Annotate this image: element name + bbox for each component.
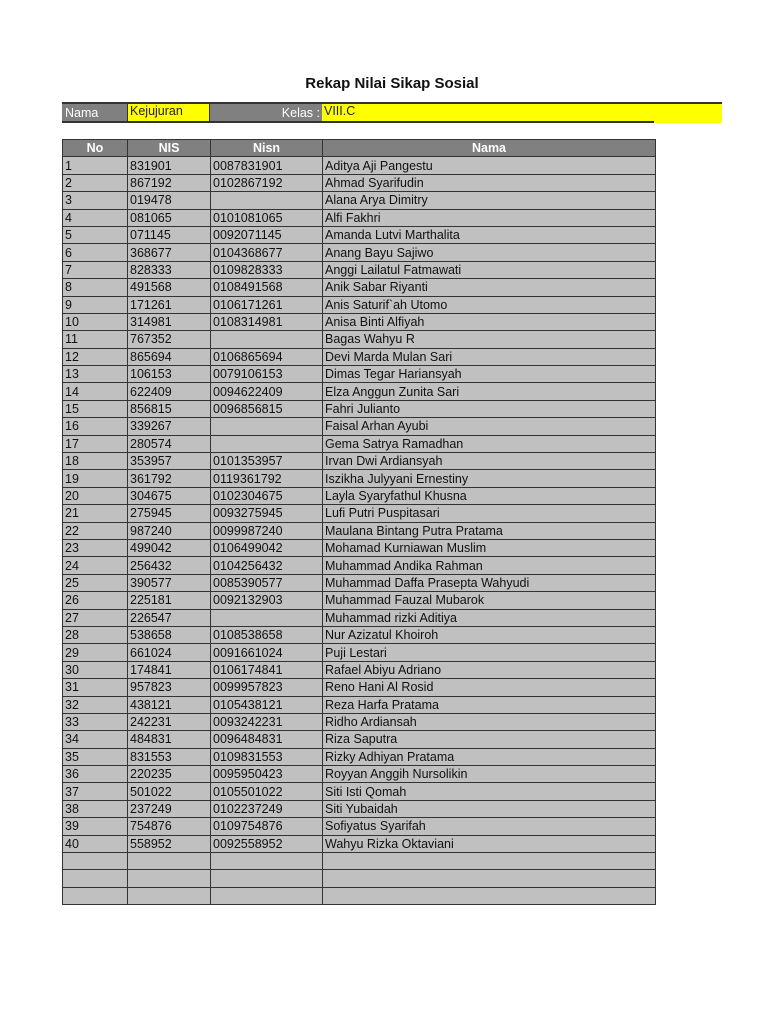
header-nama: Nama bbox=[323, 140, 656, 157]
cell-nis[interactable]: 237249 bbox=[128, 800, 211, 817]
cell-no[interactable]: 17 bbox=[63, 435, 128, 452]
cell-nisn[interactable]: 0094622409 bbox=[211, 383, 323, 400]
cell-no[interactable]: 9 bbox=[63, 296, 128, 313]
table-row bbox=[63, 539, 656, 556]
header-nisn: Nisn bbox=[211, 140, 323, 157]
cell-nis[interactable]: 081065 bbox=[128, 209, 211, 226]
table-row bbox=[63, 835, 656, 852]
table-row bbox=[63, 435, 656, 452]
cell-nisn[interactable]: 0091661024 bbox=[211, 644, 323, 661]
cell-nama[interactable]: Puji Lestari bbox=[323, 644, 656, 661]
cell-nisn[interactable]: 0119361792 bbox=[211, 470, 323, 487]
table-row bbox=[63, 783, 656, 800]
cell-nama[interactable]: Aditya Aji Pangestu bbox=[323, 157, 656, 174]
cell-nisn[interactable] bbox=[211, 435, 323, 452]
table-row bbox=[63, 418, 656, 435]
cell-no[interactable]: 31 bbox=[63, 679, 128, 696]
cell-nama[interactable]: Anggi Lailatul Fatmawati bbox=[323, 261, 656, 278]
cell-no[interactable]: 25 bbox=[63, 574, 128, 591]
cell-no[interactable]: 7 bbox=[63, 261, 128, 278]
cell-nis[interactable]: 661024 bbox=[128, 644, 211, 661]
cell-nisn[interactable]: 0102237249 bbox=[211, 800, 323, 817]
cell-no[interactable]: 3 bbox=[63, 192, 128, 209]
cell-no[interactable]: 20 bbox=[63, 487, 128, 504]
cell-nis[interactable]: 538658 bbox=[128, 626, 211, 643]
cell-no[interactable]: 19 bbox=[63, 470, 128, 487]
table-row bbox=[63, 661, 656, 678]
cell-nis[interactable]: 171261 bbox=[128, 296, 211, 313]
cell-nama[interactable]: Maulana Bintang Putra Pratama bbox=[323, 522, 656, 539]
cell-nisn[interactable]: 0109828333 bbox=[211, 261, 323, 278]
cell-nis[interactable]: 867192 bbox=[128, 174, 211, 191]
cell-nisn[interactable]: 0108538658 bbox=[211, 626, 323, 643]
cell-nisn[interactable]: 0092558952 bbox=[211, 835, 323, 852]
cell-nama[interactable]: Wahyu Rizka Oktaviani bbox=[323, 835, 656, 852]
cell-nis[interactable]: 484831 bbox=[128, 731, 211, 748]
cell-nisn[interactable]: 0101353957 bbox=[211, 453, 323, 470]
cell-nisn[interactable]: 0106499042 bbox=[211, 539, 323, 556]
table-row bbox=[63, 574, 656, 591]
table-row bbox=[63, 679, 656, 696]
cell-nisn[interactable]: 0108314981 bbox=[211, 313, 323, 330]
cell-nis[interactable]: 865694 bbox=[128, 348, 211, 365]
cell-no[interactable]: 2 bbox=[63, 174, 128, 191]
cell-nisn[interactable] bbox=[211, 331, 323, 348]
table-row bbox=[63, 313, 656, 330]
cell-no[interactable]: 10 bbox=[63, 313, 128, 330]
cell-nisn[interactable]: 0087831901 bbox=[211, 157, 323, 174]
table-row bbox=[63, 174, 656, 191]
table-row bbox=[63, 609, 656, 626]
table-row bbox=[63, 626, 656, 643]
cell-nis[interactable]: 856815 bbox=[128, 400, 211, 417]
nama-label: Nama bbox=[62, 104, 127, 123]
cell-nama[interactable]: Rafael Abiyu Adriano bbox=[323, 661, 656, 678]
cell-no[interactable]: 37 bbox=[63, 783, 128, 800]
cell-nama[interactable]: Dimas Tegar Hariansyah bbox=[323, 366, 656, 383]
cell-nama[interactable]: Faisal Arhan Ayubi bbox=[323, 418, 656, 435]
cell-nisn[interactable]: 0109754876 bbox=[211, 818, 323, 835]
table-row bbox=[63, 383, 656, 400]
cell-no[interactable]: 22 bbox=[63, 522, 128, 539]
cell-nis[interactable]: 071145 bbox=[128, 226, 211, 243]
cell-no[interactable]: 24 bbox=[63, 557, 128, 574]
cell-nama[interactable]: Reno Hani Al Rosid bbox=[323, 679, 656, 696]
cell-no[interactable]: 11 bbox=[63, 331, 128, 348]
table-row bbox=[63, 331, 656, 348]
cell-nama[interactable]: Rizky Adhiyan Pratama bbox=[323, 748, 656, 765]
table-row bbox=[63, 296, 656, 313]
cell-nis[interactable]: 390577 bbox=[128, 574, 211, 591]
cell-no[interactable]: 39 bbox=[63, 818, 128, 835]
table-row bbox=[63, 453, 656, 470]
table-header-row bbox=[63, 140, 656, 157]
table-row bbox=[63, 226, 656, 243]
cell-no[interactable]: 26 bbox=[63, 592, 128, 609]
table-row bbox=[63, 748, 656, 765]
cell-nisn[interactable]: 0096856815 bbox=[211, 400, 323, 417]
cell-nisn[interactable]: 0106865694 bbox=[211, 348, 323, 365]
cell-nisn[interactable]: 0099987240 bbox=[211, 522, 323, 539]
cell-nama[interactable]: Gema Satrya Ramadhan bbox=[323, 435, 656, 452]
cell-no[interactable] bbox=[63, 870, 128, 887]
cell-nis[interactable]: 314981 bbox=[128, 313, 211, 330]
cell-no[interactable]: 13 bbox=[63, 366, 128, 383]
table-row bbox=[63, 261, 656, 278]
cell-no[interactable] bbox=[63, 887, 128, 904]
cell-nis[interactable]: 767352 bbox=[128, 331, 211, 348]
table-row bbox=[63, 818, 656, 835]
cell-no[interactable]: 6 bbox=[63, 244, 128, 261]
student-table bbox=[62, 139, 656, 905]
cell-no[interactable]: 21 bbox=[63, 505, 128, 522]
cell-nisn[interactable]: 0104368677 bbox=[211, 244, 323, 261]
cell-nis[interactable]: 491568 bbox=[128, 279, 211, 296]
cell-nisn[interactable]: 0092132903 bbox=[211, 592, 323, 609]
cell-no[interactable]: 34 bbox=[63, 731, 128, 748]
cell-nis[interactable]: 226547 bbox=[128, 609, 211, 626]
header-no: No bbox=[63, 140, 128, 157]
cell-no[interactable]: 38 bbox=[63, 800, 128, 817]
cell-nama[interactable]: Bagas Wahyu R bbox=[323, 331, 656, 348]
cell-no[interactable]: 4 bbox=[63, 209, 128, 226]
cell-nama[interactable]: Iszikha Julyyani Ernestiny bbox=[323, 470, 656, 487]
table-row bbox=[63, 400, 656, 417]
table-row bbox=[63, 279, 656, 296]
cell-nis[interactable]: 558952 bbox=[128, 835, 211, 852]
cell-nama[interactable]: Anisa Binti Alfiyah bbox=[323, 313, 656, 330]
info-bar bbox=[62, 102, 722, 123]
cell-nisn[interactable] bbox=[211, 870, 323, 887]
cell-nis[interactable]: 368677 bbox=[128, 244, 211, 261]
page-title: Rekap Nilai Sikap Sosial bbox=[305, 75, 479, 92]
cell-nisn[interactable]: 0106171261 bbox=[211, 296, 323, 313]
cell-nama[interactable]: Royyan Anggih Nursolikin bbox=[323, 766, 656, 783]
nama-value-cell[interactable]: Kejujuran bbox=[127, 104, 210, 123]
cell-nisn[interactable]: 0093275945 bbox=[211, 505, 323, 522]
cell-nama[interactable]: Devi Marda Mulan Sari bbox=[323, 348, 656, 365]
cell-nama[interactable]: Muhammad rizki Aditiya bbox=[323, 609, 656, 626]
cell-no[interactable]: 30 bbox=[63, 661, 128, 678]
cell-no[interactable]: 18 bbox=[63, 453, 128, 470]
kelas-value-cell[interactable]: VIII.C bbox=[322, 104, 722, 123]
cell-nis[interactable]: 361792 bbox=[128, 470, 211, 487]
table-row bbox=[63, 157, 656, 174]
cell-nama[interactable]: Layla Syaryfathul Khusna bbox=[323, 487, 656, 504]
cell-nis[interactable]: 987240 bbox=[128, 522, 211, 539]
cell-nama[interactable]: Amanda Lutvi Marthalita bbox=[323, 226, 656, 243]
cell-nisn[interactable]: 0109831553 bbox=[211, 748, 323, 765]
header-nis: NIS bbox=[128, 140, 211, 157]
cell-no[interactable]: 32 bbox=[63, 696, 128, 713]
cell-nisn[interactable]: 0099957823 bbox=[211, 679, 323, 696]
cell-nama[interactable]: Nur Azizatul Khoiroh bbox=[323, 626, 656, 643]
cell-nama[interactable]: Siti Isti Qomah bbox=[323, 783, 656, 800]
cell-no[interactable]: 5 bbox=[63, 226, 128, 243]
cell-no[interactable] bbox=[63, 853, 128, 870]
table-row bbox=[63, 713, 656, 730]
cell-nama[interactable]: Muhammad Fauzal Mubarok bbox=[323, 592, 656, 609]
cell-nis[interactable]: 280574 bbox=[128, 435, 211, 452]
cell-no[interactable]: 35 bbox=[63, 748, 128, 765]
cell-nama[interactable]: Sofiyatus Syarifah bbox=[323, 818, 656, 835]
info-divider bbox=[62, 121, 654, 123]
table-row bbox=[63, 470, 656, 487]
cell-no[interactable]: 28 bbox=[63, 626, 128, 643]
table-row bbox=[63, 557, 656, 574]
cell-nis[interactable]: 339267 bbox=[128, 418, 211, 435]
table-row bbox=[63, 348, 656, 365]
cell-nama[interactable]: Muhammad Daffa Prasepta Wahyudi bbox=[323, 574, 656, 591]
cell-nama[interactable]: Anik Sabar Riyanti bbox=[323, 279, 656, 296]
cell-nis[interactable]: 304675 bbox=[128, 487, 211, 504]
table-row bbox=[63, 487, 656, 504]
cell-nama[interactable]: Ahmad Syarifudin bbox=[323, 174, 656, 191]
cell-nama[interactable] bbox=[323, 870, 656, 887]
cell-nama[interactable]: Muhammad Andika Rahman bbox=[323, 557, 656, 574]
cell-nisn[interactable]: 0092071145 bbox=[211, 226, 323, 243]
table-row bbox=[63, 522, 656, 539]
cell-nis[interactable]: 438121 bbox=[128, 696, 211, 713]
cell-nama[interactable]: Lufi Putri Puspitasari bbox=[323, 505, 656, 522]
cell-nama[interactable]: Irvan Dwi Ardiansyah bbox=[323, 453, 656, 470]
cell-nisn[interactable] bbox=[211, 853, 323, 870]
cell-nama[interactable]: Alfi Fakhri bbox=[323, 209, 656, 226]
table-row bbox=[63, 244, 656, 261]
cell-no[interactable]: 36 bbox=[63, 766, 128, 783]
table-row bbox=[63, 766, 656, 783]
cell-nisn[interactable] bbox=[211, 192, 323, 209]
cell-nis[interactable]: 828333 bbox=[128, 261, 211, 278]
cell-nis[interactable]: 275945 bbox=[128, 505, 211, 522]
cell-nama[interactable]: Riza Saputra bbox=[323, 731, 656, 748]
table-row bbox=[63, 731, 656, 748]
table-row bbox=[63, 887, 656, 904]
cell-nama[interactable] bbox=[323, 853, 656, 870]
kelas-label: Kelas : bbox=[210, 104, 322, 123]
cell-nis[interactable]: 353957 bbox=[128, 453, 211, 470]
cell-nisn[interactable]: 0102304675 bbox=[211, 487, 323, 504]
cell-nis[interactable]: 019478 bbox=[128, 192, 211, 209]
cell-no[interactable]: 8 bbox=[63, 279, 128, 296]
cell-nama[interactable]: Anang Bayu Sajiwo bbox=[323, 244, 656, 261]
cell-nisn[interactable]: 0079106153 bbox=[211, 366, 323, 383]
cell-nis[interactable]: 106153 bbox=[128, 366, 211, 383]
cell-nis[interactable]: 499042 bbox=[128, 539, 211, 556]
table-row bbox=[63, 505, 656, 522]
cell-nis[interactable]: 831901 bbox=[128, 157, 211, 174]
cell-nis[interactable]: 957823 bbox=[128, 679, 211, 696]
cell-no[interactable]: 14 bbox=[63, 383, 128, 400]
cell-nama[interactable]: Siti Yubaidah bbox=[323, 800, 656, 817]
table-row bbox=[63, 592, 656, 609]
cell-nama[interactable] bbox=[323, 887, 656, 904]
table-body bbox=[63, 157, 656, 905]
cell-nis[interactable] bbox=[128, 887, 211, 904]
cell-nisn[interactable] bbox=[211, 887, 323, 904]
cell-nis[interactable] bbox=[128, 870, 211, 887]
cell-nis[interactable]: 225181 bbox=[128, 592, 211, 609]
cell-nis[interactable]: 754876 bbox=[128, 818, 211, 835]
cell-nama[interactable]: Fahri Julianto bbox=[323, 400, 656, 417]
cell-nisn[interactable] bbox=[211, 418, 323, 435]
cell-nis[interactable]: 622409 bbox=[128, 383, 211, 400]
cell-nisn[interactable] bbox=[211, 609, 323, 626]
cell-nis[interactable]: 174841 bbox=[128, 661, 211, 678]
cell-no[interactable]: 23 bbox=[63, 539, 128, 556]
cell-no[interactable]: 12 bbox=[63, 348, 128, 365]
table-row bbox=[63, 870, 656, 887]
cell-nisn[interactable]: 0085390577 bbox=[211, 574, 323, 591]
cell-nis[interactable]: 831553 bbox=[128, 748, 211, 765]
cell-nama[interactable]: Reza Harfa Pratama bbox=[323, 696, 656, 713]
cell-nis[interactable] bbox=[128, 853, 211, 870]
cell-nis[interactable]: 242231 bbox=[128, 713, 211, 730]
cell-no[interactable]: 29 bbox=[63, 644, 128, 661]
cell-nis[interactable]: 220235 bbox=[128, 766, 211, 783]
cell-no[interactable]: 40 bbox=[63, 835, 128, 852]
cell-no[interactable]: 1 bbox=[63, 157, 128, 174]
cell-no[interactable]: 15 bbox=[63, 400, 128, 417]
cell-nisn[interactable]: 0105438121 bbox=[211, 696, 323, 713]
cell-nisn[interactable]: 0104256432 bbox=[211, 557, 323, 574]
table-row bbox=[63, 696, 656, 713]
table-row bbox=[63, 366, 656, 383]
cell-nis[interactable]: 256432 bbox=[128, 557, 211, 574]
cell-nama[interactable]: Ridho Ardiansah bbox=[323, 713, 656, 730]
cell-nisn[interactable]: 0102867192 bbox=[211, 174, 323, 191]
cell-nisn[interactable]: 0101081065 bbox=[211, 209, 323, 226]
cell-nama[interactable]: Alana Arya Dimitry bbox=[323, 192, 656, 209]
cell-nisn[interactable]: 0106174841 bbox=[211, 661, 323, 678]
cell-nisn[interactable]: 0096484831 bbox=[211, 731, 323, 748]
cell-nama[interactable]: Elza Anggun Zunita Sari bbox=[323, 383, 656, 400]
cell-no[interactable]: 27 bbox=[63, 609, 128, 626]
table-row bbox=[63, 853, 656, 870]
cell-nisn[interactable]: 0095950423 bbox=[211, 766, 323, 783]
cell-nisn[interactable]: 0108491568 bbox=[211, 279, 323, 296]
cell-no[interactable]: 16 bbox=[63, 418, 128, 435]
cell-no[interactable]: 33 bbox=[63, 713, 128, 730]
table-row bbox=[63, 209, 656, 226]
cell-nis[interactable]: 501022 bbox=[128, 783, 211, 800]
cell-nama[interactable]: Anis Saturif`ah Utomo bbox=[323, 296, 656, 313]
cell-nama[interactable]: Mohamad Kurniawan Muslim bbox=[323, 539, 656, 556]
cell-nisn[interactable]: 0093242231 bbox=[211, 713, 323, 730]
table-row bbox=[63, 192, 656, 209]
cell-nisn[interactable]: 0105501022 bbox=[211, 783, 323, 800]
table-row bbox=[63, 800, 656, 817]
table-row bbox=[63, 644, 656, 661]
